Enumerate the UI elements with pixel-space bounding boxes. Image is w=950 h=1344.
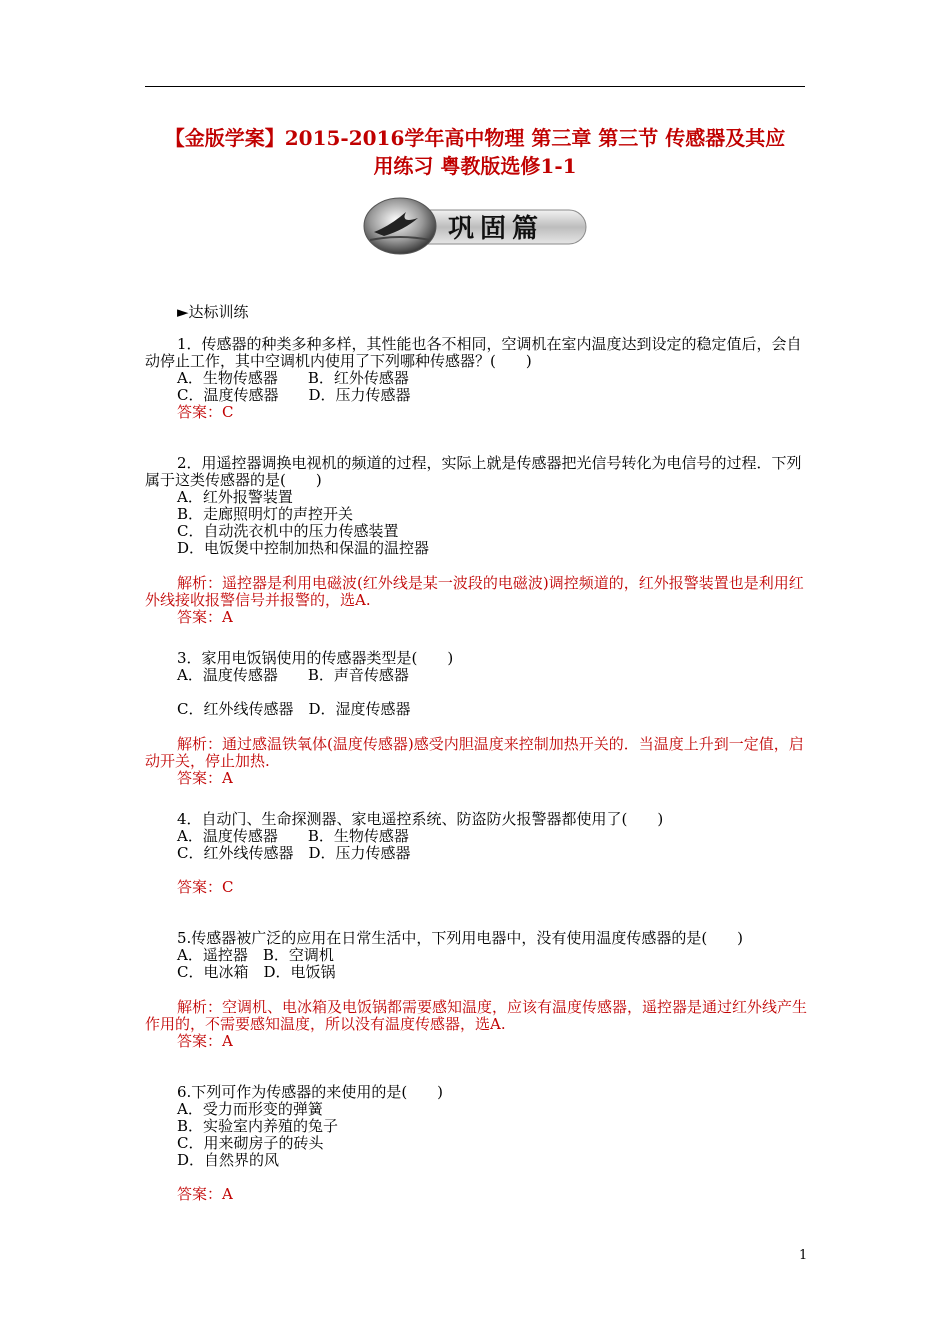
question-stem: 1．传感器的种类多种多样，其性能也各不相同，空调机在室内温度达到设定的稳定值后，会自动停止工作，其中空调机内使用了下列哪种传感器？( ) <box>145 335 802 370</box>
section-banner <box>360 196 590 256</box>
question-6 <box>145 1084 810 1203</box>
question-stem: 5.传感器被广泛的应用在日常生活中，下列用电器中，没有使用温度传感器的是( ) <box>177 929 744 947</box>
question-option: B．走廊照明灯的声控开关 <box>177 505 354 523</box>
question-options: C．红外线传感器 D．湿度传感器 <box>177 700 411 718</box>
question-stem: 2．用遥控器调换电视机的频道的过程，实际上就是传感器把光信号转化为电信号的过程．下列属于这类传感器的是( ) <box>145 454 802 489</box>
title-line-2: 用练习 粤教版选修1-1 <box>373 154 577 178</box>
page-number: 1 <box>799 1248 808 1263</box>
question-option: A．红外报警装置 <box>177 488 293 506</box>
question-option: A．受力而形变的弹簧 <box>177 1100 323 1118</box>
question-options: C．温度传感器 D．压力传感器 <box>177 386 411 404</box>
question-3 <box>145 650 810 787</box>
question-answer: 答案：A <box>177 1032 233 1050</box>
title-line-1: 【金版学案】2015-2016学年高中物理 第三章 第三节 传感器及其应 <box>164 126 786 150</box>
question-option: B．实验室内养殖的兔子 <box>177 1117 339 1135</box>
document-title <box>145 124 805 180</box>
question-answer: 答案：A <box>177 608 233 626</box>
question-answer: 答案：C <box>177 403 234 421</box>
question-5 <box>145 930 810 1050</box>
question-stem: 4．自动门、生命探测器、家电遥控系统、防盗防火报警器都使用了( ) <box>177 810 664 828</box>
question-2 <box>145 455 810 626</box>
question-answer: 答案：C <box>177 878 234 896</box>
question-explanation: 解析：通过感温铁氧体(温度传感器)感受内胆温度来控制加热开关的．当温度上升到一定值，启动开关，停止加热. <box>145 735 804 770</box>
question-stem: 6.下列可作为传感器的来使用的是( ) <box>177 1083 444 1101</box>
banner-title: 巩固篇 <box>448 214 545 244</box>
question-options: C．红外线传感器 D．压力传感器 <box>177 844 411 862</box>
question-options: A．温度传感器 B．生物传感器 <box>177 827 409 845</box>
question-options: A．遥控器 B．空调机 <box>177 946 334 964</box>
question-option: D．自然界的风 <box>177 1151 280 1169</box>
question-1 <box>145 336 810 421</box>
question-option: D．电饭煲中控制加热和保温的温控器 <box>177 539 430 557</box>
question-option: C．自动洗衣机中的压力传感装置 <box>177 522 399 540</box>
question-options: C．电冰箱 D．电饭锅 <box>177 963 336 981</box>
question-4 <box>145 811 810 896</box>
question-option: C．用来砌房子的砖头 <box>177 1134 324 1152</box>
question-explanation: 解析：空调机、电冰箱及电饭锅都需要感知温度，应该有温度传感器，遥控器是通过红外线产生作用的，不需要感知温度，所以没有温度传感器，选A. <box>145 998 808 1033</box>
question-answer: 答案：A <box>177 1185 233 1203</box>
question-stem: 3．家用电饭锅使用的传感器类型是( ) <box>177 649 454 667</box>
section-label: ►达标训练 <box>177 303 249 321</box>
question-answer: 答案：A <box>177 769 233 787</box>
question-options: A．生物传感器 B．红外传感器 <box>177 369 409 387</box>
question-explanation: 解析：遥控器是利用电磁波(红外线是某一波段的电磁波)调控频道的，红外报警装置也是利用红外线接收报警信号并报警的，选A. <box>145 574 804 609</box>
question-options: A．温度传感器 B．声音传感器 <box>177 666 409 684</box>
header-rule <box>145 86 805 87</box>
questions <box>145 336 810 1227</box>
